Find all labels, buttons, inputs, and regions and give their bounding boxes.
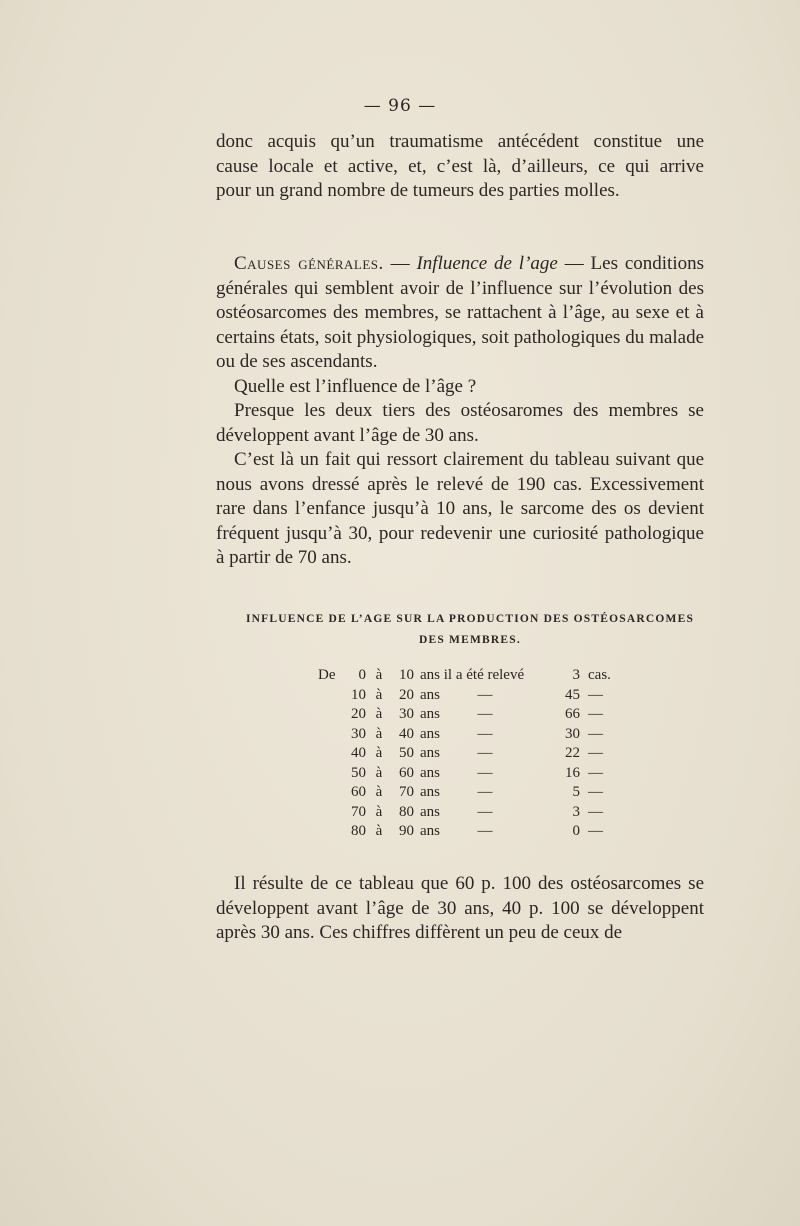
age-to: 90	[399, 823, 414, 839]
row-prefix	[318, 705, 344, 725]
case-count: 3	[572, 803, 580, 820]
paragraph: Presque les deux tiers des ostéosaromes des membres se développent avant l’âge de 30 ans.	[216, 400, 704, 446]
row-unit: —	[588, 725, 603, 742]
table-row	[318, 783, 628, 803]
age-from: 60	[351, 784, 366, 800]
age-from: 50	[351, 764, 366, 781]
question-paragraph: Quelle est l’influence de l’âge ?	[234, 375, 477, 397]
row-prefix	[318, 725, 344, 745]
age-from: 0	[358, 667, 366, 683]
row-label: ans il a été relevé	[420, 667, 525, 683]
age-separator: à	[375, 784, 383, 800]
case-count: 0	[572, 823, 580, 839]
row-prefix	[318, 783, 344, 803]
case-count: 66	[565, 706, 580, 722]
age-from: 40	[351, 745, 366, 761]
text-line: pour un grand nombre de tumeurs des parties molles.	[216, 180, 620, 201]
row-label: ans —	[420, 745, 493, 761]
table-row	[318, 686, 628, 706]
causes-text: — Les conditions générales qui semblent avoir de l’influence sur l’évolution des ostéosarcomes des membres, se rattachent à l’âge, au sexe et à certains états, soit physiologiques, soit pathologiques du malade ou de ses ascendants.	[216, 253, 704, 372]
paragraph: C’est là un fait qui ressort clairement du tableau suivant que nous avons dressé après le relevé de 190 cas. Excessivement rare dans l’enfance jusqu’à 10 ans, le sarcome des os devient fréquent jusqu’à 30, pour redevenir une curiosité pathologique à partir de 70 ans.	[216, 449, 704, 568]
age-from: 20	[351, 706, 366, 722]
age-separator: à	[375, 803, 383, 820]
row-label: ans —	[420, 706, 493, 722]
age-separator: à	[375, 764, 383, 781]
row-label: ans —	[420, 725, 493, 742]
row-unit: —	[588, 745, 603, 761]
table-row	[318, 666, 628, 686]
row-unit: cas.	[588, 667, 611, 683]
age-to: 80	[399, 803, 414, 820]
case-count: 16	[565, 764, 580, 781]
text-line: cause locale et active, et, c’est là, d’ailleurs, ce qui arrive	[216, 155, 704, 177]
table-row	[318, 705, 628, 725]
table-row	[318, 764, 628, 784]
row-prefix	[318, 686, 344, 706]
age-separator: à	[375, 823, 383, 839]
table-row	[318, 803, 628, 823]
table-row	[318, 822, 628, 842]
row-unit: —	[588, 784, 603, 800]
age-from: 10	[351, 686, 366, 703]
conclusion-section	[216, 872, 704, 946]
row-label: ans —	[420, 803, 493, 820]
page-number: — 96 —	[363, 96, 437, 116]
row-unit: —	[588, 706, 603, 722]
age-separator: à	[375, 706, 383, 722]
age-to: 70	[399, 784, 414, 800]
table-title	[230, 609, 710, 651]
age-from: 80	[351, 823, 366, 839]
age-separator: à	[375, 725, 383, 742]
section-subheading: Influence de l’age	[416, 253, 558, 274]
row-prefix	[318, 744, 344, 764]
section-heading: Causes générales.	[234, 253, 384, 274]
case-count: 3	[572, 667, 580, 683]
table-row	[318, 744, 628, 764]
age-separator: à	[375, 667, 383, 683]
conclusion-paragraph: Il résulte de ce tableau que 60 p. 100 des ostéosarcomes se développent avant l’âge de 30 ans, 40 p. 100 se développent après 30 ans. Ces chiffres diffèrent un peu de ceux de	[216, 873, 704, 943]
paragraph-continuation	[216, 130, 704, 204]
age-separator: à	[375, 686, 383, 703]
table-title-line: DES MEMBRES.	[419, 634, 521, 646]
causes-section	[216, 252, 704, 571]
case-count: 30	[565, 725, 580, 742]
heading-dash: —	[383, 253, 417, 274]
case-count: 5	[572, 784, 580, 800]
table-row	[318, 725, 628, 745]
row-label: ans —	[420, 784, 493, 800]
age-to: 20	[399, 686, 414, 703]
row-label: ans —	[420, 823, 493, 839]
row-prefix: De	[318, 667, 336, 683]
row-label: ans —	[420, 764, 493, 781]
row-prefix	[318, 764, 344, 784]
age-to: 30	[399, 706, 414, 722]
age-to: 10	[399, 667, 414, 683]
row-unit: —	[588, 823, 603, 839]
text-line: donc acquis qu’un traumatisme antécédent constitue une	[216, 131, 704, 152]
row-unit: —	[588, 764, 603, 781]
age-to: 60	[399, 764, 414, 781]
row-unit: —	[588, 803, 603, 820]
row-prefix	[318, 803, 344, 823]
row-prefix	[318, 822, 344, 842]
age-from: 30	[351, 725, 366, 742]
age-table	[318, 666, 628, 842]
causes-paragraph	[216, 252, 704, 375]
case-count: 45	[565, 686, 580, 703]
row-unit: —	[588, 686, 603, 703]
age-from: 70	[351, 803, 366, 820]
case-count: 22	[565, 745, 580, 761]
age-to: 40	[399, 725, 414, 742]
age-separator: à	[375, 745, 383, 761]
age-to: 50	[399, 745, 414, 761]
row-label: ans —	[420, 686, 493, 703]
table-title-line: INFLUENCE DE L’AGE SUR LA PRODUCTION DES OSTÉOSARCOMES	[245, 613, 695, 625]
